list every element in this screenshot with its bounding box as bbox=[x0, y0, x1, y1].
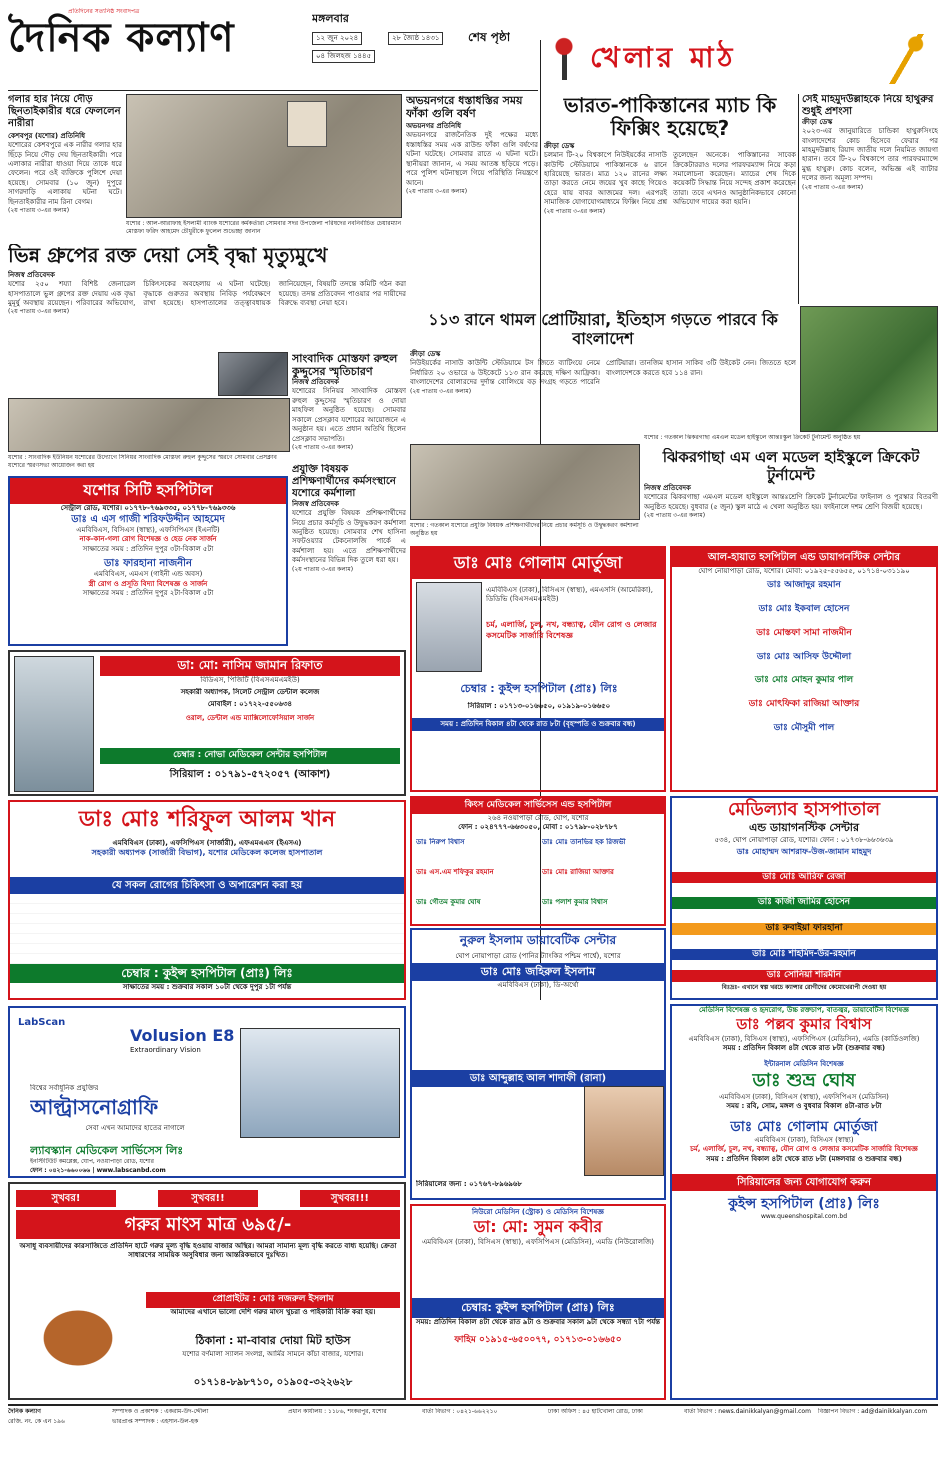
ad-meat-shop-addr: যশোর বর্ণমালা স্যালন সংলগ্ন, আর্মির সামনে কাঁচা বাজার, যশোর। bbox=[182, 1350, 364, 1358]
ad-queens-doc1-time: সময় : প্রতিদিন বিকাল ৪টা থেকে রাত ৮টা (শুক্রবার বন্ধ) bbox=[722, 1044, 886, 1053]
ad-labscan-label-pre: বিশ্বের সর্বাধুনিক প্রযুক্তির bbox=[30, 1084, 99, 1092]
ad-labscan-tag: সেবা এখন আমাদের হাতের নাগালে bbox=[85, 1124, 185, 1132]
ad-queens-doc3: ডাঃ মোঃ গোলাম মোর্তুজা bbox=[730, 1118, 878, 1135]
ad-alhayat bbox=[670, 546, 938, 792]
footer-col4: বার্তা বিভাগ : ০৪২১-৬৬২২১০ bbox=[422, 1408, 498, 1415]
ad-golam-photo bbox=[416, 582, 482, 672]
story-shooting-body: অভয়নগরে রাজনৈতিক দুই পক্ষের মধ্যে ধস্তাধস্তির সময় এক রাউন্ড ফাঁকা গুলি বর্ষণের ঘটনা ঘটেছে। সোমবার রাতে এ ঘটনা ঘটে। স্থানীয়রা জানান, এ সময় আতঙ্ক ছড়িয়ে পড়ে। পরে পুলিশ ঘটনাস্থলে গিয়ে পরিস্থিতি নিয়ন্ত্রণে আনে। bbox=[406, 131, 538, 187]
ad-kings-phone: ফোন : ০২৪৭৭৭-৬৬৩০৫০, মোবা : ০১৭৯৮-০২৮৭৮৭ bbox=[458, 823, 618, 832]
ad-suman-deg: এমবিবিএস (ঢাকা), বিসিএস (স্বাস্থ্য), এফসিপিএস (মেডিসিন), এমডি (নিউরোলজি) bbox=[421, 1238, 655, 1247]
ad-golam-chamber: চেম্বার : কুইন্স হসপিটাল (প্রাঃ) লিঃ bbox=[460, 682, 618, 695]
ad-meat-shop: ঠিকানা : মা-বাবার দোয়া মিট হাউস bbox=[195, 1334, 351, 1347]
ad-medilab-title: মেডিল্যাব হাসপাতাল bbox=[728, 799, 880, 820]
ad-queens-doc2-time: সময় : রবি, সোম, মঙ্গল ও বুধবার বিকাল ৪টা-রাত ৮টা bbox=[726, 1102, 882, 1111]
ad-kings-doc1: ডাঃ নিরুপ বিশ্বাস bbox=[416, 838, 465, 846]
masthead-day: মঙ্গলবার bbox=[312, 12, 349, 25]
ad-suman-chamber: চেম্বার: কুইন্স হসপিটাল (প্রাঃ) লিঃ bbox=[412, 1298, 664, 1318]
ad-medilab-address: ৫৩৪, ঘোপ নোয়াপাড়া রোড, যশোর। ফোন : ০১৭৩৮-৬৬৩৬৩৯ bbox=[714, 835, 894, 844]
sports-south-africa bbox=[410, 310, 796, 440]
photo-training-workshop bbox=[410, 444, 640, 520]
sports-mahmudullah-cont: (২য় পাতায় ৩-এর কলাম) bbox=[802, 183, 864, 191]
footer-col2b: ভারপ্রাপ্ত সম্পাদক : এহসান-উল-হক bbox=[112, 1418, 199, 1425]
ad-queens-web: www.queenshospital.com.bd bbox=[760, 1213, 848, 1221]
ad-kings-title: কিংস মেডিকেল সার্ভিসেস এন্ড হসপিটাল bbox=[412, 798, 664, 814]
sports-lead-body: চলমান টি-২০ বিশ্বকাপে নিউইয়র্কের নাসাউ কাউন্টি স্টেডিয়ামে পাকিস্তানকে ৬ রানে হারিয়েছে ভারত। মাত্র ১২০ রানের লক্ষ্য তাড়া করতে নেমে জয়ের খুব কাছে গিয়েও হেরে যায় বাবর আজমের দল। এরপরই সামাজিক যোগাযোগমাধ্যমে ফিক্সিং নিয়ে প্রশ্ন তুলেছেন অনেকে। পাকিস্তানের সাবেক ক্রিকেটাররাও দলের পারফরম্যান্স নিয়ে কড়া সমালোচনা করেছেন। ম্যাচের শেষ দিকে কয়েকটি সিদ্ধান্ত নিয়ে সন্দেহ প্রকাশ করেছেন তারা। তবে এখনও আনুষ্ঠানিকভাবে কোনো অভিযোগ দায়ের করা হয়নি। bbox=[544, 151, 796, 207]
story-snatch-body: যশোরের কেশবপুরে এক নারীর গলার হার ছিঁড়ে নিয়ে দৌড় দেয় ছিনতাইকারী। পরে এলাকার নারীরা ধাওয়া দিয়ে তাকে ধরে ফেলেন। পরে ওই ব্যক্তিকে পুলিশে দেয়া হয়েছে। সোমবার (১০ জুন) দুপুরে সাগরদাড়ি এলাকায় ঘটনা ঘটে। ছিনতাইকারীর নাম রিনা বেগম। bbox=[8, 141, 122, 206]
portrait-frame-icon bbox=[287, 101, 327, 147]
footer-col3: প্রধান কার্যালয় : ১১৮৬, শংকরপুর, যশোর bbox=[288, 1408, 387, 1415]
ad-kings-doc5: ডাঃ গৌতম কুমার ঘোষ bbox=[416, 898, 481, 906]
story-blood-headline: ভিন্ন গ্রুপের রক্ত দেয়া সেই বৃদ্ধা মৃত্যুমুখে bbox=[8, 244, 328, 267]
ad-shariful-deg: এমবিবিএস (ঢাকা), এফসিপিএস (সার্জারী), এফএমএএস (ইএসএ) bbox=[112, 838, 302, 847]
ad-medilab-doc3: ডাঃ কাজী জামির হোসেন bbox=[672, 897, 936, 909]
sports-section-title: খেলার মাঠ bbox=[590, 41, 737, 74]
ad-nasim-mobile: মোবাইল : ০১৭২২-৫৫০৬৩৪ bbox=[207, 700, 293, 708]
sports-mahmudullah-body: ২০২৩-এর জানুয়ারিতে চান্ডিকা হাথুরুসিংহে বাংলাদেশের কোচ হিসেবে ফেরার পর মাহমুদউল্লাহ রিয়াদ জাতীয় দলে নিয়মিত জায়গা হারান। তবে টি-২০ বিশ্বকাপে তার পারফরম্যান্সে মুগ্ধ হাথুরু। কোচ বলেন, অভিজ্ঞ এই ব্যাটার দলের জন্য অমূল্য সম্পদ। bbox=[802, 127, 938, 183]
ad-queens-serial-label: সিরিয়ালের জন্য যোগাযোগ করুন bbox=[672, 1174, 936, 1191]
ad-suman bbox=[410, 1204, 666, 1400]
story-training-byline: নিজস্ব প্রতিবেদক bbox=[292, 500, 339, 508]
ad-meat-flash2: সুখবর!! bbox=[158, 1190, 258, 1207]
footer-rule bbox=[8, 1404, 938, 1406]
story-snatch-byline: কেশবপুর (যশোর) প্রতিনিধি bbox=[8, 132, 86, 140]
photo-journalist-meeting bbox=[8, 398, 290, 452]
ad-golam-top bbox=[410, 546, 666, 792]
ad-nasim bbox=[8, 650, 406, 796]
ad-queens-doc3-deg: এমবিবিএস (ঢাকা), বিসিএস (স্বাস্থ্য) bbox=[754, 1135, 854, 1144]
masthead-title: দৈনিক কল্যাণ bbox=[8, 14, 235, 61]
story-snatch-cont: (২য় পাতায় ৩-এর কলাম) bbox=[8, 207, 70, 215]
ad-labscan-brand: LabScan bbox=[18, 1017, 66, 1028]
sports-sa-cont: (২য় পাতায় ৩-এর কলাম) bbox=[410, 387, 472, 395]
footer-col2: সম্পাদক ও প্রকাশক : একরাম-উদ-দ্দৌলা bbox=[112, 1408, 209, 1415]
ad-medilab-doc4: ডাঃ রুবাইয়া ফারহানা bbox=[672, 923, 936, 935]
masthead-tagline: প্রতিদিনের সত্যনিষ্ঠ সংবাদপত্র bbox=[68, 8, 140, 15]
cricket-player-icon bbox=[544, 34, 584, 84]
sports-mahmudullah-byline: ক্রীড়া ডেস্ক bbox=[802, 118, 833, 126]
ad-shariful-chamber: চেম্বার : কুইন্স হসপিটাল (প্রাঃ) লিঃ bbox=[10, 964, 404, 984]
sports-jhik-byline: নিজস্ব প্রতিবেদক bbox=[644, 484, 691, 492]
ad-queens-doc1-deg: এমবিবিএস (ঢাকা), বিসিএস (স্বাস্থ্য), এফসিপিএস (মেডিসিন), এমডি (কার্ডিওলজি) bbox=[688, 1034, 920, 1043]
story-training-cont: (২য় পাতায় ৩-এর কলাম) bbox=[292, 565, 354, 573]
ad-queens-doc1: ডাঃ পল্লব কুমার বিশ্বাস bbox=[736, 1015, 872, 1034]
story-blood bbox=[8, 244, 406, 354]
sports-sa-headline: ১১৩ রানে থামল প্রোটিয়ারা, ইতিহাস গড়তে পারবে কি বাংলাদেশ bbox=[428, 310, 778, 349]
ad-labscan-phone: ফোন : ০৪২১-৬৬০০৬৬ | www.labscanbd.com bbox=[30, 1167, 166, 1174]
ad-suman-serial: ফাহিম ০১৯১৫-৬৫০০৭৭, ০১৭১৩-০১৬৬৫০ bbox=[454, 1335, 622, 1346]
cow-icon bbox=[18, 1290, 138, 1386]
sports-banner bbox=[542, 34, 938, 86]
ad-kings-doc6: ডাঃ পলাশ কুমার বিশ্বাস bbox=[542, 898, 608, 906]
story-shooting bbox=[406, 94, 538, 264]
ad-meat-flash1: সুখবর! bbox=[16, 1190, 116, 1207]
ad-medilab-doc2: ডাঃ মোঃ আরিফ রেজা bbox=[672, 872, 936, 884]
sports-lead bbox=[544, 94, 796, 304]
footballer-icon bbox=[888, 34, 934, 84]
sports-lead-byline: ক্রীড়া ডেস্ক bbox=[544, 142, 575, 150]
story-journalist-body: যশোরের সিনিয়র সাংবাদিক মোস্তফা রুহুল কুদ্দুসের স্মৃতিচারণ ও দোয়া মাহফিল অনুষ্ঠিত হয়েছে। সোমবার সকালে প্রেসক্লাব যশোরের আয়োজনে এ অনুষ্ঠান হয়। এতে প্রধান অতিথি ছিলেন প্রেসক্লাব সভাপতি। bbox=[292, 387, 406, 443]
ad-nasim-title: ডা: মো: নাসিম জামান রিফাত bbox=[100, 656, 400, 676]
ad-labscan-name: ল্যাবস্ক্যান মেডিকেল সার্ভিসেস লিঃ bbox=[30, 1144, 184, 1157]
sports-mahmudullah bbox=[802, 94, 938, 304]
ad-meat-body: অসাধু ব্যবসায়ীদের কারসাজিতে প্রতিদিন হাটে গরুর মূল্য বৃদ্ধি হওয়ায় বাজার অস্থির। আমরা সামান্য মূল্য বৃদ্ধি করতে বাধ্য হয়েছি। ক্রেতা সাধারণের সাময়িক অসুবিধার জন্য আন্তরিকভাবে দুঃখিত। bbox=[19, 1242, 397, 1260]
footer-col5: ঢাকা অফিস : ৪৫ হাটখোলা রোড, ঢাকা bbox=[548, 1408, 643, 1415]
ad-city-title: যশোর সিটি হসপিটাল bbox=[10, 478, 286, 504]
masthead-date-en: ১২ জুন ২০২৪ bbox=[312, 32, 362, 45]
sports-sa-body: নিউইয়র্কের নাসাউ কাউন্টি স্টেডিয়ামে টস জিতে ব্যাটিংয়ে নেমে নির্ধারিত ২০ ওভারে ৬ উইকেটে ১১৩ রান করেছে দক্ষিণ আফ্রিকা। বাংলাদেশের বোলারদের দুর্দান্ত বোলিংয়ে বড় সংগ্রহ গড়তে পারেনি প্রোটিয়ারা। তানজিম হাসান সাকিব ৩টি উইকেট নেন। জিততে হলে বাংলাদেশকে করতে হবে ১১৪ রান। bbox=[410, 359, 796, 387]
ad-golam-role: চর্ম, এলার্জি, চুল, নখ, বন্ধ্যাত্ব, যৌন রোগ ও লেজার কসমেটিক সার্জারি বিশেষজ্ঞ bbox=[486, 620, 657, 640]
photo-cricket-caption: যশোর : গতকাল ঝিকরগাছা এমএল মডেল হাইস্কুলে আন্তঃস্কুল ক্রিকেট টুর্নামেন্ট অনুষ্ঠিত হয় bbox=[644, 434, 861, 441]
ad-city-doc1-role: নাক-কান-গলা রোগ বিশেষজ্ঞ ও হেড নেক সার্জন bbox=[79, 535, 217, 544]
ad-nurul-doc1: ডাঃ মোঃ জহিরুল ইসলাম bbox=[412, 963, 664, 981]
story-journalist-byline: নিজস্ব প্রতিবেদক bbox=[292, 378, 339, 387]
ad-kings-doc2: ডাঃ মোঃ তানভির হক রিজভী bbox=[542, 838, 626, 846]
ad-shariful-banner: যে সকল রোগের চিকিৎসা ও অপারেশন করা হয় bbox=[10, 877, 404, 894]
ad-shariful bbox=[8, 800, 406, 1000]
sports-mahmudullah-headline: সেই মাহমুদউল্লাহকে নিয়ে হাথুরুর শুধুই প্রশংসা bbox=[802, 94, 934, 117]
ad-city-doc1-deg: এমবিবিএস, বিসিএস (স্বাস্থ্য), এফসিপিএস (ইএনটি) bbox=[76, 525, 220, 534]
ad-medilab-doc5: ডাঃ মোঃ শাহমিদ-উর-রহমান bbox=[672, 949, 936, 961]
ad-kings-address: ২৬৪ নওয়াপাড়া রোড, ঘোপ, যশোর bbox=[487, 813, 589, 822]
ad-labscan-title: আল্ট্রাসনোগ্রাফি bbox=[30, 1095, 159, 1119]
ad-meat bbox=[8, 1182, 406, 1400]
footer-col1b: রেজি. নং. কে এন ১৯৬ bbox=[8, 1418, 65, 1425]
ad-kings-doc3: ডাঃ এস.এম শফিকুর রহমান bbox=[416, 868, 494, 876]
ad-medilab-note: বিঃদ্রঃ- এখানে স্বল্প খরচে ক্যান্সার রোগীদের কেমোথেরাপী দেওয়া হয় bbox=[721, 983, 887, 991]
masthead-date-hijri: ০৪ জিলহজ ১৪৪৫ bbox=[312, 50, 375, 63]
ad-queens-doc2-deg: এমবিবিএস (ঢাকা), বিসিএস (স্বাস্থ্য), এফসিপিএস (মেডিসিন) bbox=[719, 1092, 889, 1101]
story-snatch bbox=[8, 94, 122, 264]
ad-meat-flash3: সুখবর!!! bbox=[300, 1190, 400, 1207]
sports-lead-cont: (২য় পাতায় ৩-এর কলাম) bbox=[544, 207, 606, 215]
ad-meat-phone: ০১৭১৪-৮৯৮৭১০, ০১৯০৫-৩২২৬২৮ bbox=[193, 1377, 353, 1388]
ad-alhayat-address: ঘোপ নোয়াপাড়া রোড, যশোর। মোবা: ০১৯২৫-৫৫৬৫৫, ০১৭১৪-০৩১১৯০ bbox=[698, 567, 910, 575]
ad-shariful-time: সাক্ষাতের সময় : শুক্রবার সকাল ১০টা থেকে দুপুর ১টা পর্যন্ত bbox=[122, 983, 292, 992]
ad-nasim-serial: সিরিয়াল : ০১৭৯১-৫৭২০৫৭ (আকাশ) bbox=[169, 769, 331, 780]
ad-queens-hospital: কুইন্স হসপিটাল (প্রাঃ) লিঃ bbox=[728, 1196, 880, 1213]
story-blood-body: যশোর ২৫০ শয্যা বিশিষ্ট জেনারেল হাসপাতালে ভুল গ্রুপের রক্ত দেয়ায় এক বৃদ্ধা মুমূর্ষু অবস্থায় রয়েছেন। পরিবারের অভিযোগ, চিকিৎসকের অবহেলায় এ ঘটনা ঘটেছে। বৃদ্ধাকে গুরুতর অবস্থায় নিবিড় পর্যবেক্ষণে রাখা হয়েছে। হাসপাতালের তত্ত্বাবধায়ক জানিয়েছেন, বিষয়টি তদন্তে কমিটি গঠন করা হয়েছে। তদন্ত প্রতিবেদন পাওয়ার পর দায়ীদের বিরুদ্ধে ব্যবস্থা নেয়া হবে। bbox=[8, 280, 406, 307]
ad-shariful-list-area bbox=[10, 894, 404, 964]
ad-nurul-doc2: ডাঃ আব্দুল্লাহ আল শাদাফী (রানা) bbox=[412, 1070, 664, 1087]
ad-shariful-role: সহকারী অধ্যাপক (সার্জারী বিভাগ), যশোর মেডিকেল কলেজ হাসপাতাল bbox=[91, 848, 323, 858]
ad-queens-doc3-time: সময় : প্রতিদিন বিকাল ৪টা থেকে রাত ৮টা (মঙ্গলবার ও শুক্রবার বন্ধ) bbox=[706, 1154, 902, 1163]
ad-meat-title: গরুর মাংস মাত্র ৬৯৫/- bbox=[16, 1210, 400, 1239]
story-training-headline: প্রযুক্তি বিষয়ক প্রশিক্ষণার্থীদের কর্মসংস্থানে যশোরে কর্মশালা bbox=[292, 464, 396, 499]
masthead-rule bbox=[8, 90, 538, 91]
photo-training-caption: যশোর : গতকাল যশোরে প্রযুক্তি বিষয়ক প্রশিক্ষণার্থীদের নিয়ে প্রচার কর্মসূচি ও উদ্বুদ্ধকরণ কর্মশালা অনুষ্ঠিত হয় bbox=[410, 522, 639, 537]
ad-nasim-spec: ওরাল, ডেন্টাল এন্ড ম্যাক্সিলোফেসিয়াল সার্জন bbox=[185, 714, 315, 722]
ad-nurul-title: নুরুল ইসলাম ডায়াবেটিক সেন্টার bbox=[459, 933, 617, 947]
sports-jhik-cont: (২য় পাতায় ৩-এর কলাম) bbox=[644, 511, 706, 519]
ad-nasim-photo bbox=[14, 656, 94, 792]
masthead-page-label: শেষ পৃষ্ঠা bbox=[468, 30, 511, 44]
sports-jhikargacha bbox=[644, 448, 938, 544]
ad-nurul-address: ঘোপ নোয়াপাড়া রোড (পানির ট্যাংকির পশ্চিম পার্শ্বে), যশোর bbox=[455, 951, 621, 960]
ad-alhayat-doc7: ডাঃ মৌসুমী পাল bbox=[773, 722, 835, 733]
photo-cricket-team bbox=[800, 306, 938, 432]
ad-suman-name: ডা: মো: সুমন কবীর bbox=[473, 1217, 603, 1237]
ad-city-hospital bbox=[8, 476, 288, 646]
story-snatch-headline: গলার হার নিয়ে দৌড় ছিনতাইকারীর ধরে ফেললেন নারীরা bbox=[8, 94, 121, 129]
story-journalist-headline: সাংবাদিক মোস্তফা রুহুল কুদ্দুসের স্মৃতিচারণ bbox=[292, 352, 398, 379]
ad-alhayat-title: আল-হায়াত হসপিটাল এন্ড ডায়াগনস্টিক সেন্টার bbox=[672, 548, 936, 567]
ad-suman-time: সময়: প্রতিদিন বিকাল ৪টা থেকে রাত ৯টা ও শুক্রবার সকাল ৯টা থেকে সন্ধ্যা ৭টা পর্যন্ত bbox=[415, 1317, 661, 1326]
ad-nurul bbox=[410, 928, 666, 1200]
ad-alhayat-doc5: ডাঃ মোঃ মোহন কুমার পাল bbox=[754, 675, 854, 686]
ad-alhayat-doc4: ডাঃ মোঃ আসিফ উদ্দৌলা bbox=[756, 651, 852, 662]
photo-bank-greeting bbox=[126, 94, 402, 218]
ad-kings bbox=[410, 796, 666, 926]
story-journalist bbox=[292, 352, 406, 462]
story-shooting-byline: অভয়নগর প্রতিনিধি bbox=[406, 122, 462, 131]
ad-queens bbox=[670, 1004, 938, 1400]
photo-journalist-portrait bbox=[218, 352, 288, 396]
footer-col7[interactable]: বিজ্ঞাপন বিভাগ : ad@dainikkalyan.com bbox=[818, 1408, 928, 1415]
ad-nurul-doc1-deg: এমবিবিএস (ঢাকা), ডি-অর্থো bbox=[497, 981, 579, 990]
footer-col1: দৈনিক কল্যাণ bbox=[8, 1408, 41, 1415]
footer bbox=[8, 1408, 938, 1458]
ad-golam-time: সময় : প্রতিদিন বিকাল ৪টা থেকে রাত ৮টা (বৃহস্পতি ও শুক্রবার বন্ধ) bbox=[412, 718, 664, 731]
ad-queens-head2: ইন্টারনাল মেডিসিন বিশেষজ্ঞ bbox=[764, 1059, 844, 1068]
ad-nurul-feet-photo bbox=[584, 1086, 664, 1176]
sports-lead-headline: ভারত-পাকিস্তানের ম্যাচ কি ফিক্সিং হয়েছে? bbox=[563, 94, 777, 140]
sports-sa-byline: ক্রীড়া ডেস্ক bbox=[410, 350, 441, 359]
ad-city-doc2-role: স্ত্রী রোগ ও প্রসূতি বিদ্যা বিশেষজ্ঞ ও সার্জন bbox=[88, 579, 208, 588]
footer-col6[interactable]: বার্তা বিভাগ : news.dainikkalyan@gmail.com bbox=[684, 1408, 811, 1415]
story-blood-byline: নিজস্ব প্রতিবেদক bbox=[8, 271, 55, 279]
ad-medilab-doc1: ডাঃ মোহাম্মদ আশরাফ-উজ-জামান মাহমুদ bbox=[736, 847, 872, 857]
photo-bank-greeting-caption: যশোর : আল-আরাফাহ ইসলামী ব্যাংক যশোরের কর্মকর্তারা সোমবার সদর উপজেলা পরিষদের নবনির্বাচিত চেয়ারম্যান মোস্তফা ফরিদ আহমেদ চৌধুরীকে ফুলেল শুভেচ্ছা জানান bbox=[126, 220, 402, 235]
ad-kings-doc4: ডাঃ মোঃ রাজিয়া আক্তার bbox=[542, 868, 614, 876]
story-shooting-cont: (২য় পাতায় ৩-এর কলাম) bbox=[406, 188, 468, 196]
ad-labscan-product-sub: Extraordinary Vision bbox=[130, 1046, 201, 1054]
ad-medilab bbox=[670, 796, 938, 1000]
masthead bbox=[8, 6, 536, 92]
ad-shariful-title: ডাঃ মোঃ শরিফুল আলম খান bbox=[10, 802, 404, 839]
ad-city-address: সেন্ট্রাল রোড, যশোর। ০১৭৭৮-৭৬৯৩৩৫, ০১৭৭৮-৭৬৯৩৩৬ bbox=[60, 503, 236, 512]
story-shooting-headline: অভয়নগরে ধস্তাধস্তির সময় ফাঁকা গুলি বর্ষণ bbox=[406, 94, 523, 121]
ad-nasim-deg: বিডিএস, পিজিটি (বিএসএমএমইউ) bbox=[200, 676, 300, 684]
sports-divider bbox=[798, 94, 799, 304]
ad-labscan-address: ইনস্টিটিউট কমপ্লেক্স, ঘোপ, নওয়াপাড়া রোড, যশোর bbox=[30, 1158, 154, 1165]
story-training-body: যশোরে প্রযুক্তি বিষয়ক প্রশিক্ষণার্থীদের নিয়ে প্রচার কর্মসূচি ও উদ্বুদ্ধকরণ কর্মশালা অনুষ্ঠিত হয়েছে। সোমবার শেখ হাসিনা সফটওয়্যার টেকনোলজি পার্কে এ কর্মশালা হয়। এতে প্রশিক্ষণার্থীদের কর্মসংস্থানের বিভিন্ন দিক তুলে ধরা হয়। bbox=[292, 509, 406, 565]
ad-medilab-doc6: ডাঃ সোনিয়া শারমীন bbox=[672, 970, 936, 982]
ad-city-doc2-deg: এমবিবিএস, এমএস (গাইনী এন্ড অবস) bbox=[93, 570, 203, 579]
ad-queens-doc2: ডাঃ শুভ্র ঘোষ bbox=[752, 1070, 856, 1092]
ad-queens-head1: মেডিসিন বিশেষজ্ঞ ও হৃদরোগ, উচ্চ রক্তচাপ, বাতজ্বর, ডায়াবেটিস বিশেষজ্ঞ bbox=[699, 1006, 909, 1014]
photo-journalist-caption: যশোর : সাংবাদিক ইউনিয়ন যশোরের উদ্যোগে সিনিয়র সাংবাদিক মোস্তফা রুহুল কুদ্দুসের স্মরণে সোমবার প্রেসক্লাব যশোরে স্মরণসভা আয়োজন করা হয় bbox=[8, 454, 277, 469]
ad-labscan-product: Volusion E8 bbox=[130, 1026, 235, 1045]
ad-labscan-machine bbox=[240, 1028, 400, 1138]
story-training bbox=[292, 464, 406, 614]
ad-city-doc1: ডাঃ এ এস গাজী শরিফউদ্দীন আহমেদ bbox=[71, 513, 225, 525]
story-blood-cont: (২য় পাতায় ৩-এর কলাম) bbox=[8, 308, 70, 316]
ad-nurul-serial: সিরিয়ালের জন্য : ০১৭৬৭-৮৯৬৯৬৮ bbox=[416, 1180, 523, 1188]
ad-medilab-sub: এন্ড ডায়াগনস্টিক সেন্টার bbox=[749, 821, 859, 835]
masthead-date-bn: ২৮ জ্যৈষ্ঠ ১৪৩১ bbox=[388, 32, 443, 45]
ad-golam-deg: এমবিবিএস (ঢাকা), বিসিএস (স্বাস্থ্য), এমএসসি (আমেরিকা), ডিডিভি (বিএসএমএমইউ) bbox=[486, 586, 653, 604]
ad-alhayat-doc1: ডাঃ আজাদুর রহমান bbox=[767, 580, 841, 591]
ad-alhayat-doc6: ডাঃ মোৎফিকা রাজিয়া আক্তার bbox=[748, 698, 860, 709]
ad-nasim-chamber: চেম্বার : নোভা মেডিকেল সেন্টার হসপিটাল bbox=[100, 748, 400, 764]
ad-nasim-role: সহকারী অধ্যাপক, সিলেট সেন্ট্রাল ডেন্টাল কলেজ bbox=[180, 688, 320, 696]
ad-queens-doc3-role: চর্ম, এলার্জি, চুল, নখ, বন্ধ্যাত্ব, যৌন রোগ ও লেজার কসমেটিক সার্জারি বিশেষজ্ঞ bbox=[690, 1145, 918, 1154]
sports-jhik-headline: ঝিকরগাছা এম এল মডেল হাইস্কুলে ক্রিকেট টুর্নামেন্ট bbox=[662, 448, 920, 484]
date-box bbox=[308, 10, 536, 88]
ad-labscan bbox=[8, 1006, 406, 1178]
story-journalist-cont: (২য় পাতায় ৩-এর কলাম) bbox=[292, 444, 354, 452]
ad-alhayat-doc3: ডাঃ মোস্তফা সামা নাজমীন bbox=[756, 627, 852, 638]
ad-meat-owner: প্রোপ্রাইটর : মোঃ নজরুল ইসলাম bbox=[146, 1292, 400, 1308]
ad-meat-note: আমাদের এখানে ভালো দেশি গরুর মাংস খুচরা ও পাইকারী বিক্রি করা হয়। bbox=[170, 1308, 376, 1316]
sports-jhik-body: যশোরের ঝিকরগাছা এমএল মডেল হাইস্কুলে আন্তঃশ্রেণি ক্রিকেট টুর্নামেন্টের ফাইনাল ও পুরস্কার বিতরণী অনুষ্ঠিত হয়েছে। বুধবার (৫ জুন) স্কুল মাঠে এ খেলা অনুষ্ঠিত হয়। ফাইনালে দশম শ্রেণি বিজয়ী হয়েছে। bbox=[644, 493, 938, 511]
ad-suman-head: নিউরো মেডিসিন (স্ট্রোক) ও মেডিসিন বিশেষজ্ঞ bbox=[472, 1208, 604, 1216]
ad-golam-serial: সিরিয়াল : ০১৭১৩-০১৬৬৫০, ০১৯১৯-০১৬৬৫০ bbox=[467, 702, 611, 710]
ad-city-doc2: ডাঃ ফারহানা নাজনীন bbox=[104, 558, 192, 570]
ad-alhayat-doc2: ডাঃ মোঃ ইকবাল হোসেন bbox=[758, 604, 850, 615]
ad-city-doc1-time: সাক্ষাতের সময় : প্রতিদিন দুপুর ৩টা-বিকাল ৫টা bbox=[82, 544, 214, 553]
ad-golam-title: ডাঃ মোঃ গোলাম মোর্তুজা bbox=[412, 548, 664, 579]
ad-city-doc2-time: সাক্ষাতের সময় : প্রতিদিন দুপুর ২টা-বিকাল ৫টা bbox=[82, 589, 214, 598]
